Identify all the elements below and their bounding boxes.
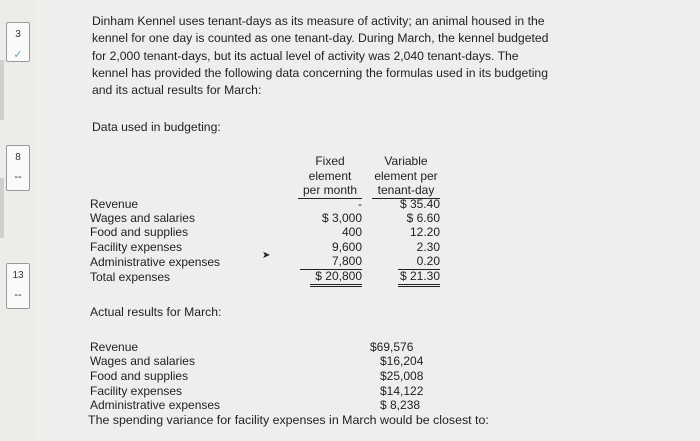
question-nav-item-3[interactable] — [6, 22, 30, 62]
budget-fixed-value: $ 3,000 — [321, 211, 362, 225]
budget-fixed-value: - — [358, 197, 362, 211]
header-line: Variable — [384, 154, 428, 168]
header-line: Fixed — [315, 154, 345, 168]
variable-element-header — [372, 154, 440, 199]
header-line: element — [308, 168, 352, 183]
actual-value: $14,122 — [380, 384, 424, 398]
actual-value: $69,576 — [370, 340, 414, 354]
mouse-cursor-icon: ➤ — [262, 250, 271, 261]
question-nav-item-13[interactable] — [6, 263, 30, 309]
question-number: 8 — [15, 152, 21, 163]
problem-intro: Dinham Kennel uses tenant-days as its measure of activity; an animal housed in the kennel for one day is counted as one tenant-day. During March, the kennel budgeted for 2,000 tenant-days, but its actual level of activity was 2,040 tenant-days. The kennel has provided the following data concerning the formulas used in its budgeting and its actual results for March: — [92, 14, 549, 98]
sidebar-tab — [0, 60, 4, 120]
unanswered-dash-icon: -- — [14, 289, 22, 301]
budget-row-label: Wages and salaries — [90, 211, 195, 225]
actual-row-label: Wages and salaries — [90, 354, 195, 368]
actual-row-label: Revenue — [90, 340, 139, 354]
header-line: tenant-day — [372, 183, 440, 199]
budget-variable-value: 12.20 — [409, 225, 440, 239]
question-prompt: The spending variance for facility expenses in March would be closest to: — [88, 413, 489, 427]
data-used-label: Data used in budgeting: — [92, 120, 221, 134]
budget-row-label: Total expenses — [90, 270, 171, 284]
question-number: 13 — [12, 270, 24, 281]
budget-row-label: Facility expenses — [90, 240, 183, 254]
budget-fixed-value: 400 — [341, 225, 362, 239]
header-line: per month — [298, 183, 362, 199]
actual-value: $ 8,238 — [380, 398, 421, 412]
budget-row-label: Administrative expenses — [90, 255, 221, 269]
budget-fixed-value: 9,600 — [331, 240, 362, 254]
check-icon: ✓ — [13, 49, 23, 61]
budget-fixed-value: 7,800 — [300, 254, 362, 270]
budget-variable-value: 2.30 — [416, 240, 440, 254]
actual-row-label: Facility expenses — [90, 384, 183, 398]
actual-row-label: Administrative expenses — [90, 398, 221, 412]
budget-variable-value: 0.20 — [398, 254, 440, 270]
sidebar-tab — [0, 178, 4, 238]
actual-row-label: Food and supplies — [90, 369, 189, 383]
question-nav-item-8[interactable] — [6, 145, 30, 191]
actual-results-label: Actual results for March: — [90, 305, 222, 319]
question-nav-sidebar — [0, 0, 36, 441]
unanswered-dash-icon: -- — [14, 171, 22, 183]
actual-value: $16,204 — [380, 354, 424, 368]
actual-value: $25,008 — [380, 369, 424, 383]
budget-row-label: Food and supplies — [90, 225, 189, 239]
header-line: element per — [374, 168, 438, 183]
question-number: 3 — [15, 29, 21, 40]
budget-variable-value: $ 6.60 — [406, 211, 440, 225]
fixed-element-header — [298, 154, 362, 199]
budget-variable-value: $ 35.40 — [399, 197, 440, 211]
budget-fixed-total: $ 20,800 — [310, 269, 362, 287]
budget-row-label: Revenue — [90, 197, 139, 211]
budget-variable-total: $ 21.30 — [398, 269, 440, 287]
